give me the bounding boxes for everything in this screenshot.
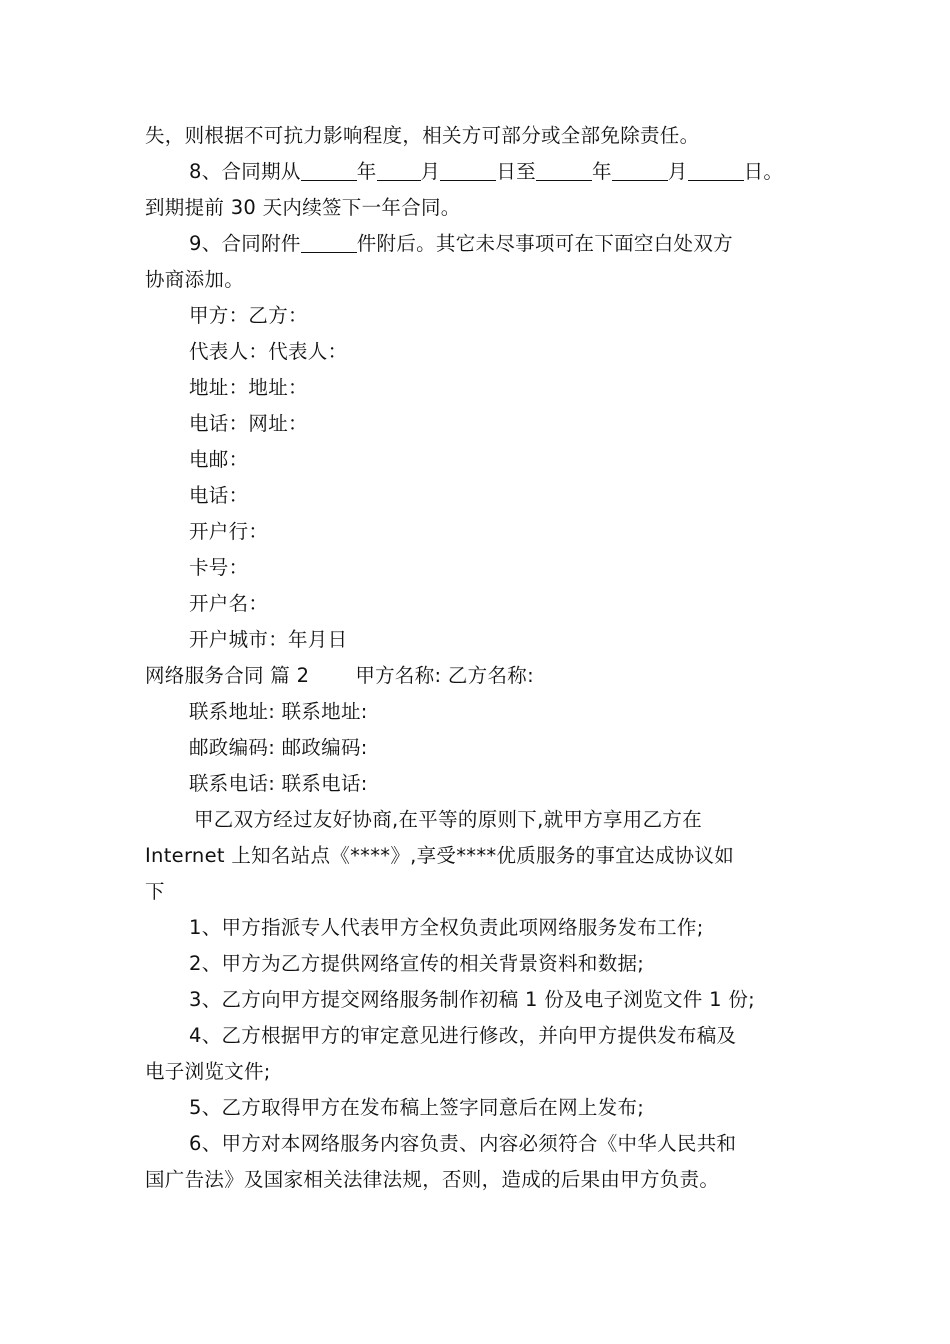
attachment-count-blank <box>301 232 357 253</box>
signature-field: 代表人：代表人： <box>189 340 348 363</box>
clause-8-contract-period <box>145 154 810 190</box>
contact-field: 联系地址: 联系地址: <box>189 700 368 723</box>
end-day-blank <box>688 160 744 181</box>
signature-field: 电话： <box>189 484 249 507</box>
start-day-blank <box>440 160 496 181</box>
start-month-label: 月 <box>420 160 441 183</box>
section-2-header-line <box>145 658 810 694</box>
signature-field: 地址：地址： <box>189 376 308 399</box>
end-year-label: 年 <box>591 160 612 183</box>
end-day-label: 日。 <box>743 160 784 183</box>
clause-9-suffix: 件附后。其它未尽事项可在下面空白处双方 <box>356 232 733 255</box>
signature-field: 开户城市：年月日 <box>189 628 348 651</box>
section-2-heading: 网络服务合同 篇 2 <box>145 664 310 687</box>
clause-9-continuation: 协商添加。 <box>145 268 245 291</box>
intro-paragraph-line: 甲乙双方经过友好协商,在平等的原则下,就甲方享用乙方在 <box>194 808 702 831</box>
signature-field: 开户名： <box>189 592 269 615</box>
intro-paragraph-line: 下 <box>145 880 165 903</box>
document-body <box>145 118 810 1198</box>
contact-field: 邮政编码: 邮政编码: <box>189 736 368 759</box>
clause-8-prefix: 8、合同期从 <box>189 160 301 183</box>
force-majeure-continuation: 失，则根据不可抗力影响程度，相关方可部分或全部免除责任。 <box>145 124 700 147</box>
contact-field: 联系电话: 联系电话: <box>189 772 368 795</box>
signature-field: 电邮： <box>189 448 249 471</box>
clause-5: 5、乙方取得甲方在发布稿上签字同意后在网上发布; <box>189 1096 645 1119</box>
start-month-blank <box>377 160 421 181</box>
clause-9-prefix: 9、合同附件 <box>189 232 301 255</box>
clause-6: 6、甲方对本网络服务内容负责、内容必须符合《中华人民共和 <box>189 1132 737 1155</box>
end-month-blank <box>612 160 668 181</box>
signature-field: 卡号： <box>189 556 249 579</box>
end-month-label: 月 <box>667 160 688 183</box>
clause-8-renewal: 到期提前 30 天内续签下一年合同。 <box>145 196 461 219</box>
clause-1: 1、甲方指派专人代表甲方全权负责此项网络服务发布工作; <box>189 916 704 939</box>
clause-4: 4、乙方根据甲方的审定意见进行修改，并向甲方提供发布稿及 <box>189 1024 737 1047</box>
intro-paragraph-line: Internet 上知名站点《****》,享受****优质服务的事宜达成协议如 <box>145 844 735 867</box>
start-day-label: 日至 <box>496 160 536 183</box>
clause-2: 2、甲方为乙方提供网络宣传的相关背景资料和数据; <box>189 952 645 975</box>
clause-9-attachments <box>145 226 810 262</box>
signature-field: 电话：网址： <box>189 412 308 435</box>
signature-field: 开户行： <box>189 520 269 543</box>
party-names: 甲方名称: 乙方名称: <box>355 664 534 687</box>
end-year-blank <box>536 160 592 181</box>
start-year-blank <box>301 160 357 181</box>
clause-3: 3、乙方向甲方提交网络服务制作初稿 1 份及电子浏览文件 1 份; <box>189 988 755 1011</box>
start-year-label: 年 <box>356 160 377 183</box>
signature-field: 甲方：乙方： <box>189 304 308 327</box>
clause-6-continuation: 国广告法》及国家相关法律法规，否则，造成的后果由甲方负责。 <box>145 1168 720 1191</box>
clause-4-continuation: 电子浏览文件; <box>145 1060 271 1083</box>
